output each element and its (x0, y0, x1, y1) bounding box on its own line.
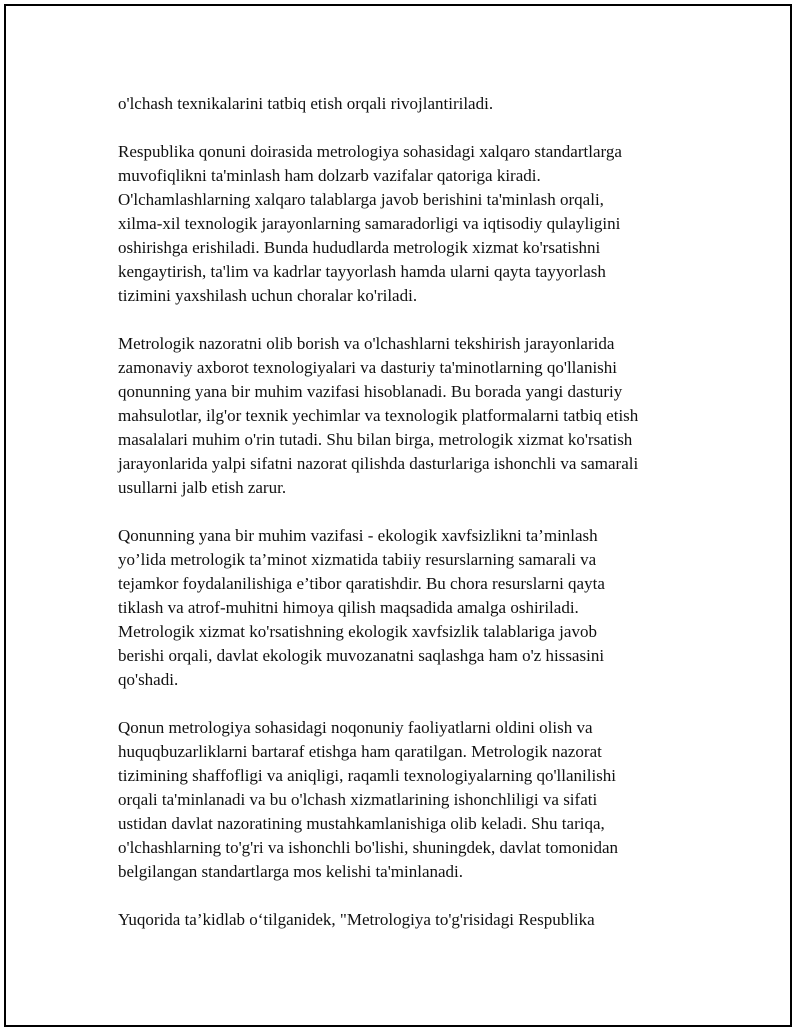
paragraph-1: o'lchash texnikalarini tatbiq etish orqali rivojlantiriladi. (118, 94, 494, 113)
paragraph-4: Qonunning yana bir muhim vazifasi - ekologik xavfsizlikni ta’minlash yo’lida metrologik ta’minot xizmatida tabiiy resurslarning samarali va tejamkor foydalanilishiga e’tibor qaratishdir. Bu chora resurslarni qayta tiklash va atrof-muhitni himoya qilish maqsadida amalga oshiriladi. Metrologik xizmat ko'rsatishning ekologik xavfsizlik talablariga javob berishi orqali, davlat ekologik muvozanatni saqlashga ham o'z hissasini qo'shadi. (118, 526, 605, 689)
paragraph-6: Yuqorida ta’kidlab o‘tilganidek, "Metrologiya to'g'risidagi Respublika (118, 910, 595, 929)
document-body (118, 92, 678, 932)
paragraph-5: Qonun metrologiya sohasidagi noqonuniy faoliyatlarni oldini olish va huquqbuzarliklarni bartaraf etishga ham qaratilgan. Metrologik nazorat tizimining shaffofligi va aniqligi, raqamli texnologiyalarning qo'llanilishi orqali ta'minlanadi va bu o'lchash xizmatlarining ishonchliligi va sifati ustidan davlat nazoratining mustahkamlanishiga olib keladi. Shu tariqa, o'lchashlarning to'g'ri va ishonchli bo'lishi, shuningdek, davlat tomonidan belgilangan standartlarga mos kelishi ta'minlanadi. (118, 718, 618, 881)
paragraph-2: Respublika qonuni doirasida metrologiya sohasidagi xalqaro standartlarga muvofiqlikni ta'minlash ham dolzarb vazifalar qatoriga kiradi. O'lchamlashlarning xalqaro talablarga javob berishini ta'minlash orqali, xilma-xil texnologik jarayonlarning samaradorligi va iqtisodiy qulayligini oshirishga erishiladi. Bunda hududlarda metrologik xizmat ko'rsatishni kengaytirish, ta'lim va kadrlar tayyorlash hamda ularni qayta tayyorlash tizimini yaxshilash uchun choralar ko'riladi. (118, 142, 622, 305)
paragraph-3: Metrologik nazoratni olib borish va o'lchashlarni tekshirish jarayonlarida zamonaviy axborot texnologiyalari va dasturiy ta'minotlarning qo'llanishi qonunning yana bir muhim vazifasi hisoblanadi. Bu borada yangi dasturiy mahsulotlar, ilg'or texnik yechimlar va texnologik platformalarni tatbiq etish masalalari muhim o'rin tutadi. Shu bilan birga, metrologik xizmat ko'rsatish jarayonlarida yalpi sifatni nazorat qilishda dasturlariga ishonchli va samarali usullarni jalb etish zarur. (118, 334, 639, 497)
